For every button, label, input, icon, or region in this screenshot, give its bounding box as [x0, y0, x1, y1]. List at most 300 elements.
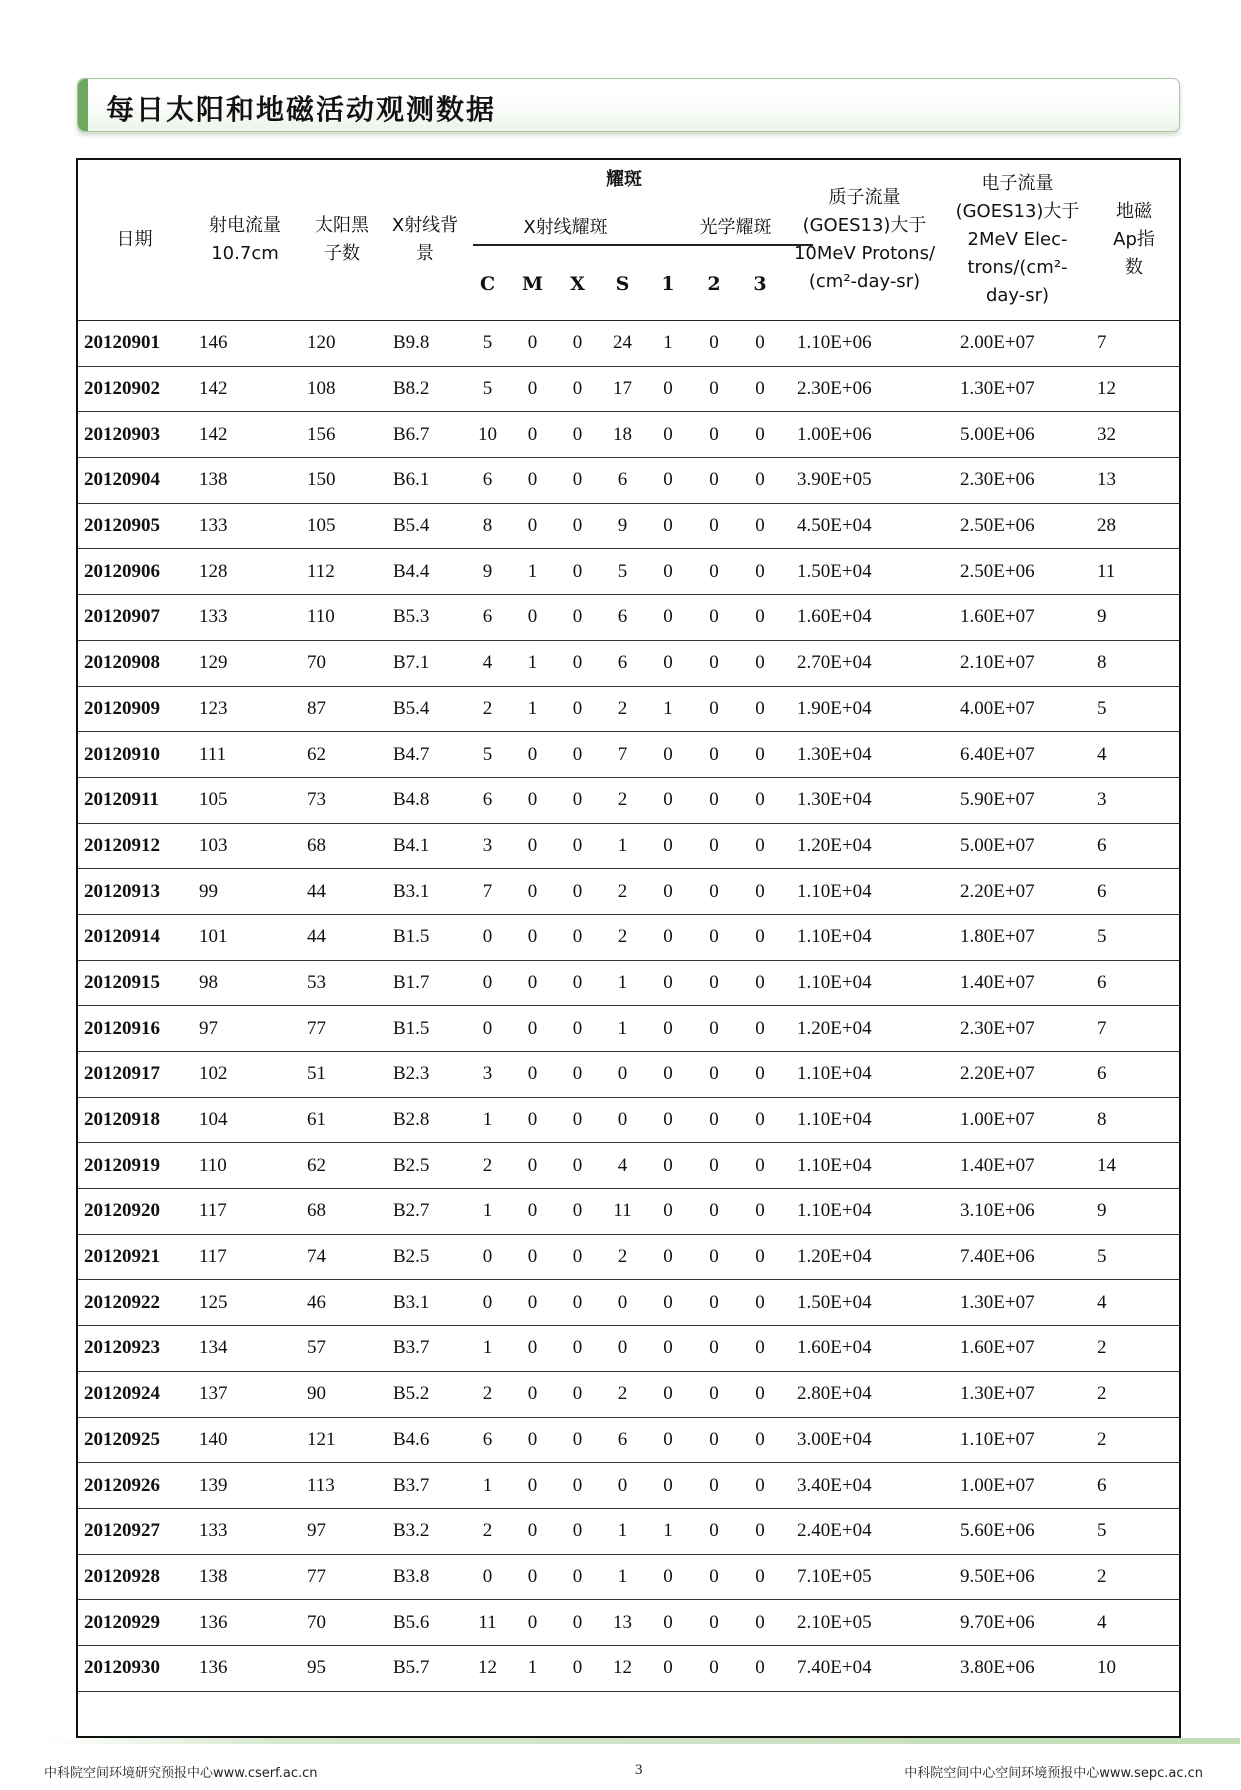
cell-flare-x: 0: [572, 743, 583, 765]
cell-date: 20120913: [84, 880, 160, 902]
cell-sunspot: 73: [307, 789, 326, 811]
cell-flare-3: 0: [755, 1520, 765, 1542]
cell-flare-3: 0: [755, 515, 765, 537]
cell-ap-index: 8: [1097, 652, 1107, 674]
cell-ap-index: 11: [1097, 560, 1116, 582]
cell-proton-flux: 1.60E+04: [797, 606, 872, 628]
cell-flare-1: 0: [663, 652, 673, 674]
cell-date: 20120921: [84, 1246, 160, 1268]
cell-electron-flux: 1.30E+07: [960, 1291, 1035, 1313]
cell-flare-c: 1: [482, 1109, 493, 1131]
cell-xray-bg: B3.2: [393, 1520, 430, 1542]
cell-flare-x: 0: [572, 697, 583, 719]
cell-proton-flux: 1.20E+04: [797, 834, 872, 856]
table-row: [78, 1371, 1179, 1417]
cell-sunspot: 87: [307, 697, 326, 719]
cell-flare-c: 2: [482, 1520, 493, 1542]
cell-flare-3: 0: [755, 1200, 765, 1222]
cell-flare-s: 2: [617, 1383, 628, 1405]
cell-flare-c: 1: [482, 1474, 493, 1496]
header-ap-index: [1089, 160, 1179, 321]
cell-flare-2: 0: [709, 1017, 719, 1039]
cell-flare-m: 0: [527, 926, 538, 948]
cell-flare-s: 0: [617, 1063, 628, 1085]
cell-flare-x: 0: [572, 1657, 583, 1679]
cell-flare-1: 0: [663, 1428, 673, 1450]
cell-flare-2: 0: [709, 971, 719, 993]
cell-flare-s: 0: [617, 1474, 628, 1496]
table-row: [78, 960, 1179, 1006]
cell-flare-3: 0: [755, 834, 765, 856]
table-row: [78, 1234, 1179, 1280]
cell-radio-flux: 102: [199, 1063, 228, 1085]
cell-flare-1: 0: [663, 789, 673, 811]
cell-xray-bg: B4.7: [393, 743, 430, 765]
cell-ap-index: 8: [1097, 1109, 1107, 1131]
cell-ap-index: 2: [1097, 1565, 1107, 1587]
cell-sunspot: 156: [307, 423, 336, 445]
cell-flare-c: 6: [482, 469, 493, 491]
cell-flare-1: 0: [663, 971, 673, 993]
cell-date: 20120910: [84, 743, 160, 765]
cell-electron-flux: 5.60E+06: [960, 1520, 1035, 1542]
table-row: [78, 1508, 1179, 1554]
cell-radio-flux: 101: [199, 926, 228, 948]
table-row: [78, 1600, 1179, 1646]
cell-flare-2: 0: [709, 1154, 719, 1176]
cell-xray-bg: B2.8: [393, 1109, 430, 1131]
cell-proton-flux: 1.10E+04: [797, 971, 872, 993]
table-row: [78, 503, 1179, 549]
cell-flare-3: 0: [755, 469, 765, 491]
cell-electron-flux: 2.10E+07: [960, 652, 1035, 674]
cell-flare-s: 7: [617, 743, 628, 765]
table-row: [78, 1645, 1179, 1691]
cell-flare-x: 0: [572, 1383, 583, 1405]
cell-radio-flux: 97: [199, 1017, 218, 1039]
cell-flare-3: 0: [755, 697, 765, 719]
cell-xray-bg: B2.3: [393, 1063, 430, 1085]
cell-flare-s: 2: [617, 880, 628, 902]
cell-date: 20120920: [84, 1200, 160, 1222]
cell-ap-index: 6: [1097, 1474, 1107, 1496]
cell-flare-3: 0: [755, 423, 765, 445]
cell-proton-flux: 1.90E+04: [797, 697, 872, 719]
cell-ap-index: 6: [1097, 880, 1107, 902]
header-radio-flux: [191, 160, 299, 321]
data-table: [78, 160, 1179, 1735]
cell-flare-x: 0: [572, 1154, 583, 1176]
cell-flare-3: 0: [755, 1246, 765, 1268]
cell-proton-flux: 1.50E+04: [797, 560, 872, 582]
cell-flare-3: 0: [755, 789, 765, 811]
cell-flare-3: 0: [755, 378, 765, 400]
cell-xray-bg: B2.5: [393, 1154, 430, 1176]
cell-flare-3: 0: [755, 971, 765, 993]
cell-flare-c: 4: [482, 652, 493, 674]
cell-flare-s: 6: [617, 469, 628, 491]
cell-flare-3: 0: [755, 1657, 765, 1679]
cell-flare-s: 6: [617, 606, 628, 628]
cell-sunspot: 46: [307, 1291, 326, 1313]
cell-flare-1: 0: [663, 1200, 673, 1222]
cell-electron-flux: 3.10E+06: [960, 1200, 1035, 1222]
cell-xray-bg: B3.1: [393, 880, 430, 902]
cell-xray-bg: B4.8: [393, 789, 430, 811]
cell-flare-2: 0: [709, 378, 719, 400]
cell-electron-flux: 5.90E+07: [960, 789, 1035, 811]
table-row: [78, 777, 1179, 823]
cell-proton-flux: 3.90E+05: [797, 469, 872, 491]
cell-flare-c: 0: [482, 1246, 493, 1268]
cell-ap-index: 6: [1097, 834, 1107, 856]
cell-sunspot: 53: [307, 971, 326, 993]
cell-flare-m: 0: [527, 1063, 538, 1085]
cell-flare-c: 9: [482, 560, 493, 582]
cell-flare-c: 6: [482, 606, 493, 628]
cell-flare-2: 0: [709, 789, 719, 811]
table-row: [78, 869, 1179, 915]
flare-column-headers: [465, 270, 783, 298]
cell-date: 20120930: [84, 1657, 160, 1679]
cell-date: 20120928: [84, 1565, 160, 1587]
cell-ap-index: 12: [1097, 378, 1116, 400]
cell-sunspot: 57: [307, 1337, 326, 1359]
cell-flare-c: 0: [482, 1291, 493, 1313]
cell-radio-flux: 134: [199, 1337, 228, 1359]
table-row: [78, 1143, 1179, 1189]
cell-flare-1: 0: [663, 880, 673, 902]
flare-col-2: 2: [707, 273, 721, 295]
cell-proton-flux: 1.10E+04: [797, 880, 872, 902]
flare-col-3: 3: [753, 273, 767, 295]
cell-flare-1: 0: [663, 423, 673, 445]
cell-flare-1: 0: [663, 1291, 673, 1313]
cell-proton-flux: 7.40E+04: [797, 1657, 872, 1679]
cell-flare-m: 1: [527, 652, 538, 674]
page-title: 每日太阳和地磁活动观测数据: [106, 93, 497, 126]
table-row: [78, 823, 1179, 869]
cell-flare-m: 0: [527, 469, 538, 491]
cell-date: 20120915: [84, 971, 160, 993]
cell-ap-index: 32: [1097, 423, 1116, 445]
cell-flare-2: 0: [709, 1565, 719, 1587]
cell-sunspot: 77: [307, 1017, 326, 1039]
cell-flare-s: 2: [617, 1246, 628, 1268]
cell-radio-flux: 137: [199, 1383, 228, 1405]
cell-date: 20120917: [84, 1063, 160, 1085]
cell-date: 20120909: [84, 697, 160, 719]
cell-xray-bg: B5.4: [393, 697, 430, 719]
cell-flare-c: 2: [482, 1383, 493, 1405]
cell-flare-3: 0: [755, 1428, 765, 1450]
cell-ap-index: 4: [1097, 1291, 1107, 1313]
cell-xray-bg: B1.7: [393, 971, 430, 993]
cell-flare-x: 0: [572, 1109, 583, 1131]
cell-electron-flux: 4.00E+07: [960, 697, 1035, 719]
table-row: [78, 1280, 1179, 1326]
cell-proton-flux: 1.30E+04: [797, 789, 872, 811]
cell-ap-index: 2: [1097, 1383, 1107, 1405]
cell-flare-c: 2: [482, 697, 493, 719]
cell-radio-flux: 98: [199, 971, 218, 993]
cell-proton-flux: 4.50E+04: [797, 515, 872, 537]
header-radio-flux-text: 射电流量 10.7cm: [209, 215, 281, 264]
cell-flare-m: 0: [527, 1474, 538, 1496]
cell-flare-1: 0: [663, 469, 673, 491]
cell-flare-s: 2: [617, 697, 628, 719]
cell-xray-bg: B8.2: [393, 378, 430, 400]
cell-proton-flux: 1.20E+04: [797, 1246, 872, 1268]
cell-date: 20120905: [84, 515, 160, 537]
cell-proton-flux: 1.50E+04: [797, 1291, 872, 1313]
cell-electron-flux: 2.30E+07: [960, 1017, 1035, 1039]
cell-electron-flux: 5.00E+07: [960, 834, 1035, 856]
cell-flare-s: 0: [617, 1291, 628, 1313]
cell-sunspot: 51: [307, 1063, 326, 1085]
cell-proton-flux: 3.00E+04: [797, 1428, 872, 1450]
cell-electron-flux: 1.60E+07: [960, 606, 1035, 628]
cell-proton-flux: 2.80E+04: [797, 1383, 872, 1405]
cell-flare-2: 0: [709, 1200, 719, 1222]
cell-flare-1: 0: [663, 834, 673, 856]
cell-sunspot: 70: [307, 1611, 326, 1633]
header-ap-text: 地磁 Ap指 数: [1113, 201, 1155, 278]
cell-flare-c: 12: [478, 1657, 497, 1679]
cell-date: 20120907: [84, 606, 160, 628]
cell-flare-s: 9: [617, 515, 628, 537]
cell-electron-flux: 1.10E+07: [960, 1428, 1035, 1450]
cell-date: 20120901: [84, 332, 160, 354]
cell-proton-flux: 1.00E+06: [797, 423, 872, 445]
cell-sunspot: 108: [307, 378, 336, 400]
cell-flare-x: 0: [572, 378, 583, 400]
cell-flare-m: 0: [527, 1337, 538, 1359]
cell-flare-s: 13: [613, 1611, 632, 1633]
cell-flare-x: 0: [572, 1200, 583, 1222]
cell-flare-2: 0: [709, 1337, 719, 1359]
cell-proton-flux: 7.10E+05: [797, 1565, 872, 1587]
cell-ap-index: 5: [1097, 926, 1107, 948]
cell-flare-2: 0: [709, 515, 719, 537]
cell-flare-c: 2: [482, 1154, 493, 1176]
header-sunspot: [299, 160, 385, 321]
cell-flare-c: 7: [482, 880, 493, 902]
cell-ap-index: 6: [1097, 1063, 1107, 1085]
cell-flare-c: 5: [482, 332, 493, 354]
cell-proton-flux: 1.10E+04: [797, 1109, 872, 1131]
cell-flare-1: 0: [663, 515, 673, 537]
cell-flare-2: 0: [709, 560, 719, 582]
cell-flare-m: 0: [527, 1611, 538, 1633]
cell-xray-bg: B3.1: [393, 1291, 430, 1313]
cell-radio-flux: 117: [199, 1200, 227, 1222]
cell-sunspot: 95: [307, 1657, 326, 1679]
cell-flare-s: 0: [617, 1337, 628, 1359]
cell-sunspot: 62: [307, 743, 326, 765]
cell-flare-s: 1: [617, 1520, 628, 1542]
cell-ap-index: 7: [1097, 1017, 1107, 1039]
cell-flare-m: 1: [527, 1657, 538, 1679]
cell-electron-flux: 3.80E+06: [960, 1657, 1035, 1679]
cell-proton-flux: 2.40E+04: [797, 1520, 872, 1542]
table-row: [78, 1326, 1179, 1372]
cell-xray-bg: B3.7: [393, 1474, 430, 1496]
cell-xray-bg: B4.1: [393, 834, 430, 856]
cell-ap-index: 4: [1097, 743, 1107, 765]
cell-date: 20120919: [84, 1154, 160, 1176]
cell-ap-index: 9: [1097, 606, 1107, 628]
table-body: [78, 321, 1179, 1736]
cell-flare-2: 0: [709, 697, 719, 719]
cell-ap-index: 5: [1097, 1246, 1107, 1268]
cell-radio-flux: 104: [199, 1109, 228, 1131]
cell-radio-flux: 103: [199, 834, 228, 856]
cell-flare-c: 5: [482, 378, 493, 400]
table-row: [78, 914, 1179, 960]
cell-flare-m: 0: [527, 1017, 538, 1039]
empty-cell: [78, 1691, 1179, 1735]
cell-sunspot: 110: [307, 606, 335, 628]
page-number: 3: [635, 1762, 643, 1778]
cell-electron-flux: 5.00E+06: [960, 423, 1035, 445]
cell-flare-m: 0: [527, 332, 538, 354]
cell-flare-s: 18: [613, 423, 632, 445]
cell-xray-bg: B6.1: [393, 469, 430, 491]
cell-flare-2: 0: [709, 1657, 719, 1679]
cell-flare-s: 4: [617, 1154, 628, 1176]
cell-flare-2: 0: [709, 1291, 719, 1313]
cell-flare-2: 0: [709, 1520, 719, 1542]
cell-flare-1: 1: [663, 332, 673, 354]
cell-radio-flux: 136: [199, 1611, 228, 1633]
cell-electron-flux: 1.00E+07: [960, 1109, 1035, 1131]
cell-flare-x: 0: [572, 1291, 583, 1313]
cell-electron-flux: 1.40E+07: [960, 971, 1035, 993]
cell-flare-x: 0: [572, 1565, 583, 1587]
cell-xray-bg: B1.5: [393, 1017, 430, 1039]
cell-flare-1: 0: [663, 1109, 673, 1131]
cell-flare-s: 1: [617, 1017, 628, 1039]
cell-sunspot: 62: [307, 1154, 326, 1176]
cell-ap-index: 9: [1097, 1200, 1107, 1222]
header-sunspot-text: 太阳黑 子数: [315, 215, 369, 264]
cell-flare-s: 1: [617, 971, 628, 993]
cell-flare-2: 0: [709, 743, 719, 765]
flare-col-m: M: [521, 273, 544, 295]
cell-sunspot: 121: [307, 1428, 336, 1450]
cell-flare-c: 0: [482, 1017, 493, 1039]
cell-flare-m: 0: [527, 378, 538, 400]
cell-flare-2: 0: [709, 1109, 719, 1131]
cell-sunspot: 70: [307, 652, 326, 674]
cell-radio-flux: 133: [199, 1520, 228, 1542]
cell-proton-flux: 1.10E+04: [797, 926, 872, 948]
cell-flare-1: 0: [663, 1063, 673, 1085]
cell-ap-index: 13: [1097, 469, 1116, 491]
cell-flare-m: 0: [527, 834, 538, 856]
cell-xray-bg: B5.3: [393, 606, 430, 628]
cell-ap-index: 14: [1097, 1154, 1116, 1176]
cell-radio-flux: 125: [199, 1291, 228, 1313]
cell-date: 20120918: [84, 1109, 160, 1131]
cell-radio-flux: 110: [199, 1154, 227, 1176]
cell-proton-flux: 1.10E+04: [797, 1154, 872, 1176]
cell-flare-2: 0: [709, 423, 719, 445]
cell-radio-flux: 133: [199, 606, 228, 628]
cell-electron-flux: 1.40E+07: [960, 1154, 1035, 1176]
empty-row: [78, 1691, 1179, 1735]
cell-date: 20120929: [84, 1611, 160, 1633]
cell-flare-s: 6: [617, 652, 628, 674]
table-row: [78, 1463, 1179, 1509]
cell-electron-flux: 2.30E+06: [960, 469, 1035, 491]
cell-sunspot: 61: [307, 1109, 326, 1131]
cell-flare-1: 0: [663, 1657, 673, 1679]
cell-flare-2: 0: [709, 1063, 719, 1085]
cell-flare-c: 5: [482, 743, 493, 765]
cell-flare-x: 0: [572, 971, 583, 993]
cell-flare-x: 0: [572, 1611, 583, 1633]
cell-flare-3: 0: [755, 880, 765, 902]
cell-sunspot: 74: [307, 1246, 326, 1268]
cell-sunspot: 150: [307, 469, 336, 491]
cell-flare-3: 0: [755, 1565, 765, 1587]
cell-flare-2: 0: [709, 332, 719, 354]
cell-flare-x: 0: [572, 332, 583, 354]
cell-proton-flux: 1.10E+04: [797, 1200, 872, 1222]
table-row: [78, 1097, 1179, 1143]
table-row: [78, 1006, 1179, 1052]
footer-divider: [40, 1738, 1240, 1744]
cell-proton-flux: 1.10E+06: [797, 332, 872, 354]
cell-radio-flux: 138: [199, 469, 228, 491]
cell-ap-index: 5: [1097, 697, 1107, 719]
cell-ap-index: 5: [1097, 1520, 1107, 1542]
cell-proton-flux: 2.10E+05: [797, 1611, 872, 1633]
header-date-text: 日期: [116, 229, 153, 250]
cell-sunspot: 77: [307, 1565, 326, 1587]
flare-col-1: 1: [661, 273, 675, 295]
cell-date: 20120927: [84, 1520, 160, 1542]
cell-flare-m: 0: [527, 1291, 538, 1313]
cell-flare-1: 0: [663, 1337, 673, 1359]
cell-flare-1: 0: [663, 1474, 673, 1496]
cell-radio-flux: 99: [199, 880, 218, 902]
cell-proton-flux: 1.30E+04: [797, 743, 872, 765]
cell-flare-3: 0: [755, 1337, 765, 1359]
cell-xray-bg: B5.4: [393, 515, 430, 537]
cell-electron-flux: 7.40E+06: [960, 1246, 1035, 1268]
cell-electron-flux: 1.60E+07: [960, 1337, 1035, 1359]
cell-flare-3: 0: [755, 606, 765, 628]
cell-flare-c: 0: [482, 1565, 493, 1587]
cell-flare-m: 1: [527, 560, 538, 582]
cell-sunspot: 112: [307, 560, 335, 582]
cell-xray-bg: B5.6: [393, 1611, 430, 1633]
cell-ap-index: 2: [1097, 1428, 1107, 1450]
flare-col-c: C: [479, 273, 496, 295]
header-xray-bg: [385, 160, 465, 321]
cell-date: 20120914: [84, 926, 160, 948]
cell-date: 20120903: [84, 423, 160, 445]
cell-flare-x: 0: [572, 834, 583, 856]
header-optical-flare: 光学耀斑: [658, 214, 813, 246]
cell-flare-1: 1: [663, 697, 673, 719]
cell-flare-m: 0: [527, 1109, 538, 1131]
cell-flare-x: 0: [572, 606, 583, 628]
cell-flare-m: 0: [527, 971, 538, 993]
